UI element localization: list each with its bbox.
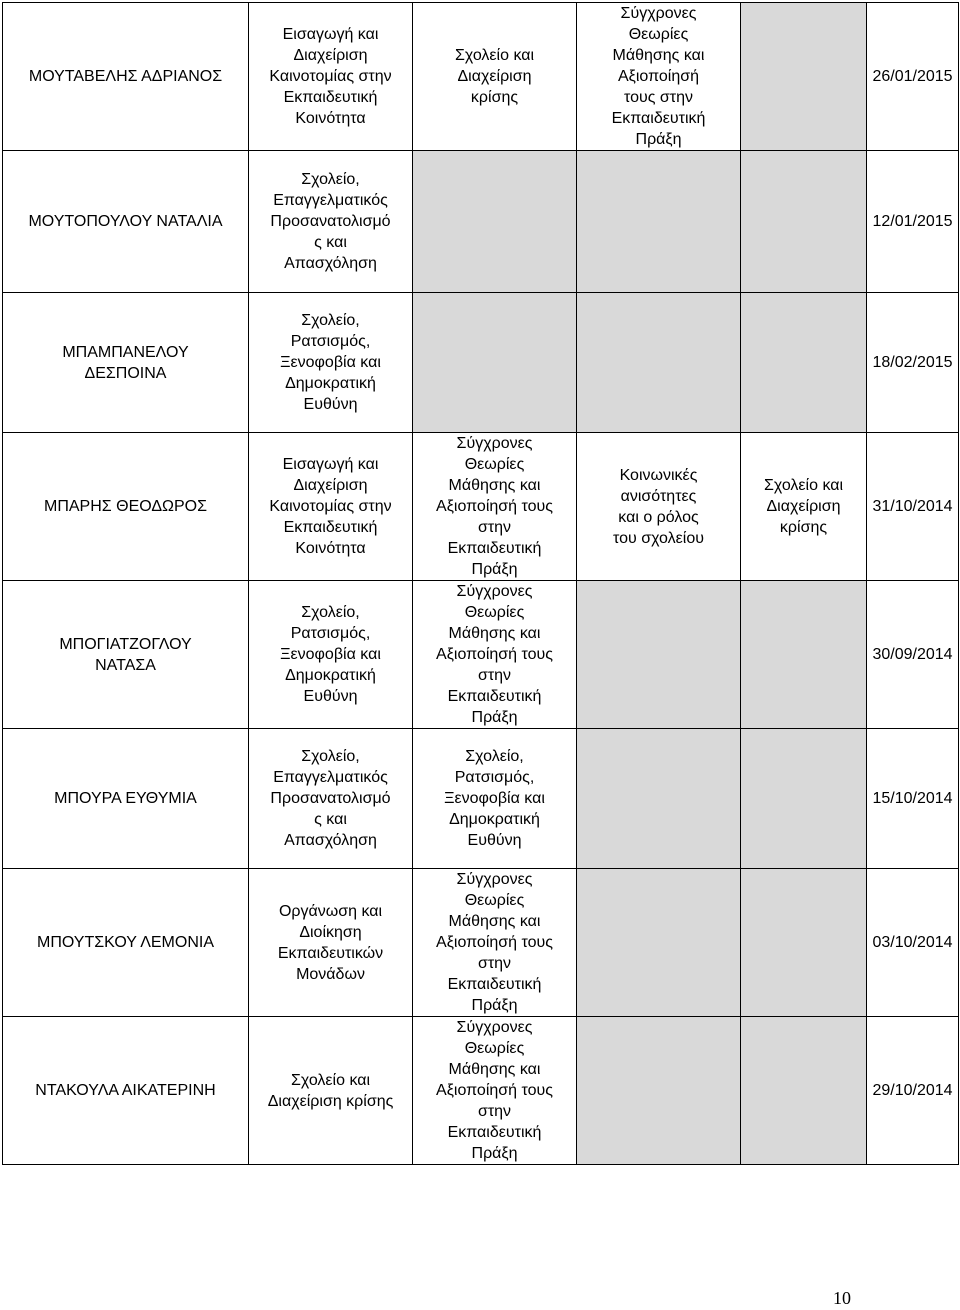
- course-cell: Εισαγωγή και Διαχείριση Καινοτομίας στην Εκπαιδευτική Κοινότητα: [249, 433, 413, 581]
- table-row: [3, 293, 959, 433]
- course-cell: Σχολείο και Διαχείριση κρίσης: [413, 3, 577, 151]
- course-cell: Σχολείο, Ρατσισμός, Ξενοφοβία και Δημοκρατική Ευθύνη: [249, 293, 413, 433]
- empty-cell: [741, 1017, 867, 1165]
- course-cell: Σχολείο, Ρατσισμός, Ξενοφοβία και Δημοκρατική Ευθύνη: [249, 581, 413, 729]
- date-cell: 30/09/2014: [867, 581, 959, 729]
- teacher-name: ΜΠΟΓΙΑΤΖΟΓΛΟΥ ΝΑΤΑΣΑ: [3, 581, 249, 729]
- table-row: [3, 3, 959, 151]
- course-cell: Σύγχρονες Θεωρίες Μάθησης και Αξιοποίησή τους στην Εκπαιδευτική Πράξη: [413, 433, 577, 581]
- empty-cell: [577, 151, 741, 293]
- date-cell: 15/10/2014: [867, 729, 959, 869]
- empty-cell: [413, 151, 577, 293]
- empty-cell: [741, 3, 867, 151]
- course-cell: Σχολείο, Επαγγελματικός Προσανατολισμό ς και Απασχόληση: [249, 729, 413, 869]
- page-number: 10: [833, 1288, 851, 1308]
- teacher-name: ΜΠΑΡΗΣ ΘΕΟΔΩΡΟΣ: [3, 433, 249, 581]
- date-cell: 31/10/2014: [867, 433, 959, 581]
- empty-cell: [741, 729, 867, 869]
- empty-cell: [413, 293, 577, 433]
- course-cell: Σύγχρονες Θεωρίες Μάθησης και Αξιοποίησή τους στην Εκπαιδευτική Πράξη: [413, 581, 577, 729]
- teacher-name: ΝΤΑΚΟΥΛΑ ΑΙΚΑΤΕΡΙΝΗ: [3, 1017, 249, 1165]
- teacher-name: ΜΠΟΥΤΣΚΟΥ ΛΕΜΟΝΙΑ: [3, 869, 249, 1017]
- table-row: [3, 581, 959, 729]
- date-cell: 03/10/2014: [867, 869, 959, 1017]
- date-cell: 18/02/2015: [867, 293, 959, 433]
- table-row: [3, 729, 959, 869]
- course-cell: Σχολείο, Επαγγελματικός Προσανατολισμό ς και Απασχόληση: [249, 151, 413, 293]
- empty-cell: [741, 151, 867, 293]
- date-cell: 12/01/2015: [867, 151, 959, 293]
- empty-cell: [741, 869, 867, 1017]
- course-cell: Κοινωνικές ανισότητες και ο ρόλος του σχολείου: [577, 433, 741, 581]
- teacher-name: ΜΟΥΤΑΒΕΛΗΣ ΑΔΡΙΑΝΟΣ: [3, 3, 249, 151]
- course-cell: Σχολείο και Διαχείριση κρίσης: [249, 1017, 413, 1165]
- course-cell: Σχολείο και Διαχείριση κρίσης: [741, 433, 867, 581]
- table-row: [3, 151, 959, 293]
- teacher-name: ΜΠΑΜΠΑΝΕΛΟΥ ΔΕΣΠΟΙΝΑ: [3, 293, 249, 433]
- course-cell: Εισαγωγή και Διαχείριση Καινοτομίας στην Εκπαιδευτική Κοινότητα: [249, 3, 413, 151]
- teacher-name: ΜΠΟΥΡΑ ΕΥΘΥΜΙΑ: [3, 729, 249, 869]
- course-cell: Σύγχρονες Θεωρίες Μάθησης και Αξιοποίησή τους στην Εκπαιδευτική Πράξη: [413, 1017, 577, 1165]
- table-row: [3, 1017, 959, 1165]
- course-cell: Οργάνωση και Διοίκηση Εκπαιδευτικών Μονάδων: [249, 869, 413, 1017]
- course-cell: Σύγχρονες Θεωρίες Μάθησης και Αξιοποίησή τους στην Εκπαιδευτική Πράξη: [577, 3, 741, 151]
- course-cell: Σχολείο, Ρατσισμός, Ξενοφοβία και Δημοκρατική Ευθύνη: [413, 729, 577, 869]
- table-row: [3, 433, 959, 581]
- course-cell: Σύγχρονες Θεωρίες Μάθησης και Αξιοποίησή τους στην Εκπαιδευτική Πράξη: [413, 869, 577, 1017]
- empty-cell: [577, 729, 741, 869]
- empty-cell: [577, 1017, 741, 1165]
- empty-cell: [741, 581, 867, 729]
- date-cell: 26/01/2015: [867, 3, 959, 151]
- empty-cell: [577, 869, 741, 1017]
- date-cell: 29/10/2014: [867, 1017, 959, 1165]
- table-row: [3, 869, 959, 1017]
- empty-cell: [577, 581, 741, 729]
- empty-cell: [577, 293, 741, 433]
- empty-cell: [741, 293, 867, 433]
- seminars-table: [2, 2, 959, 1165]
- teacher-name: ΜΟΥΤΟΠΟΥΛΟΥ ΝΑΤΑΛΙΑ: [3, 151, 249, 293]
